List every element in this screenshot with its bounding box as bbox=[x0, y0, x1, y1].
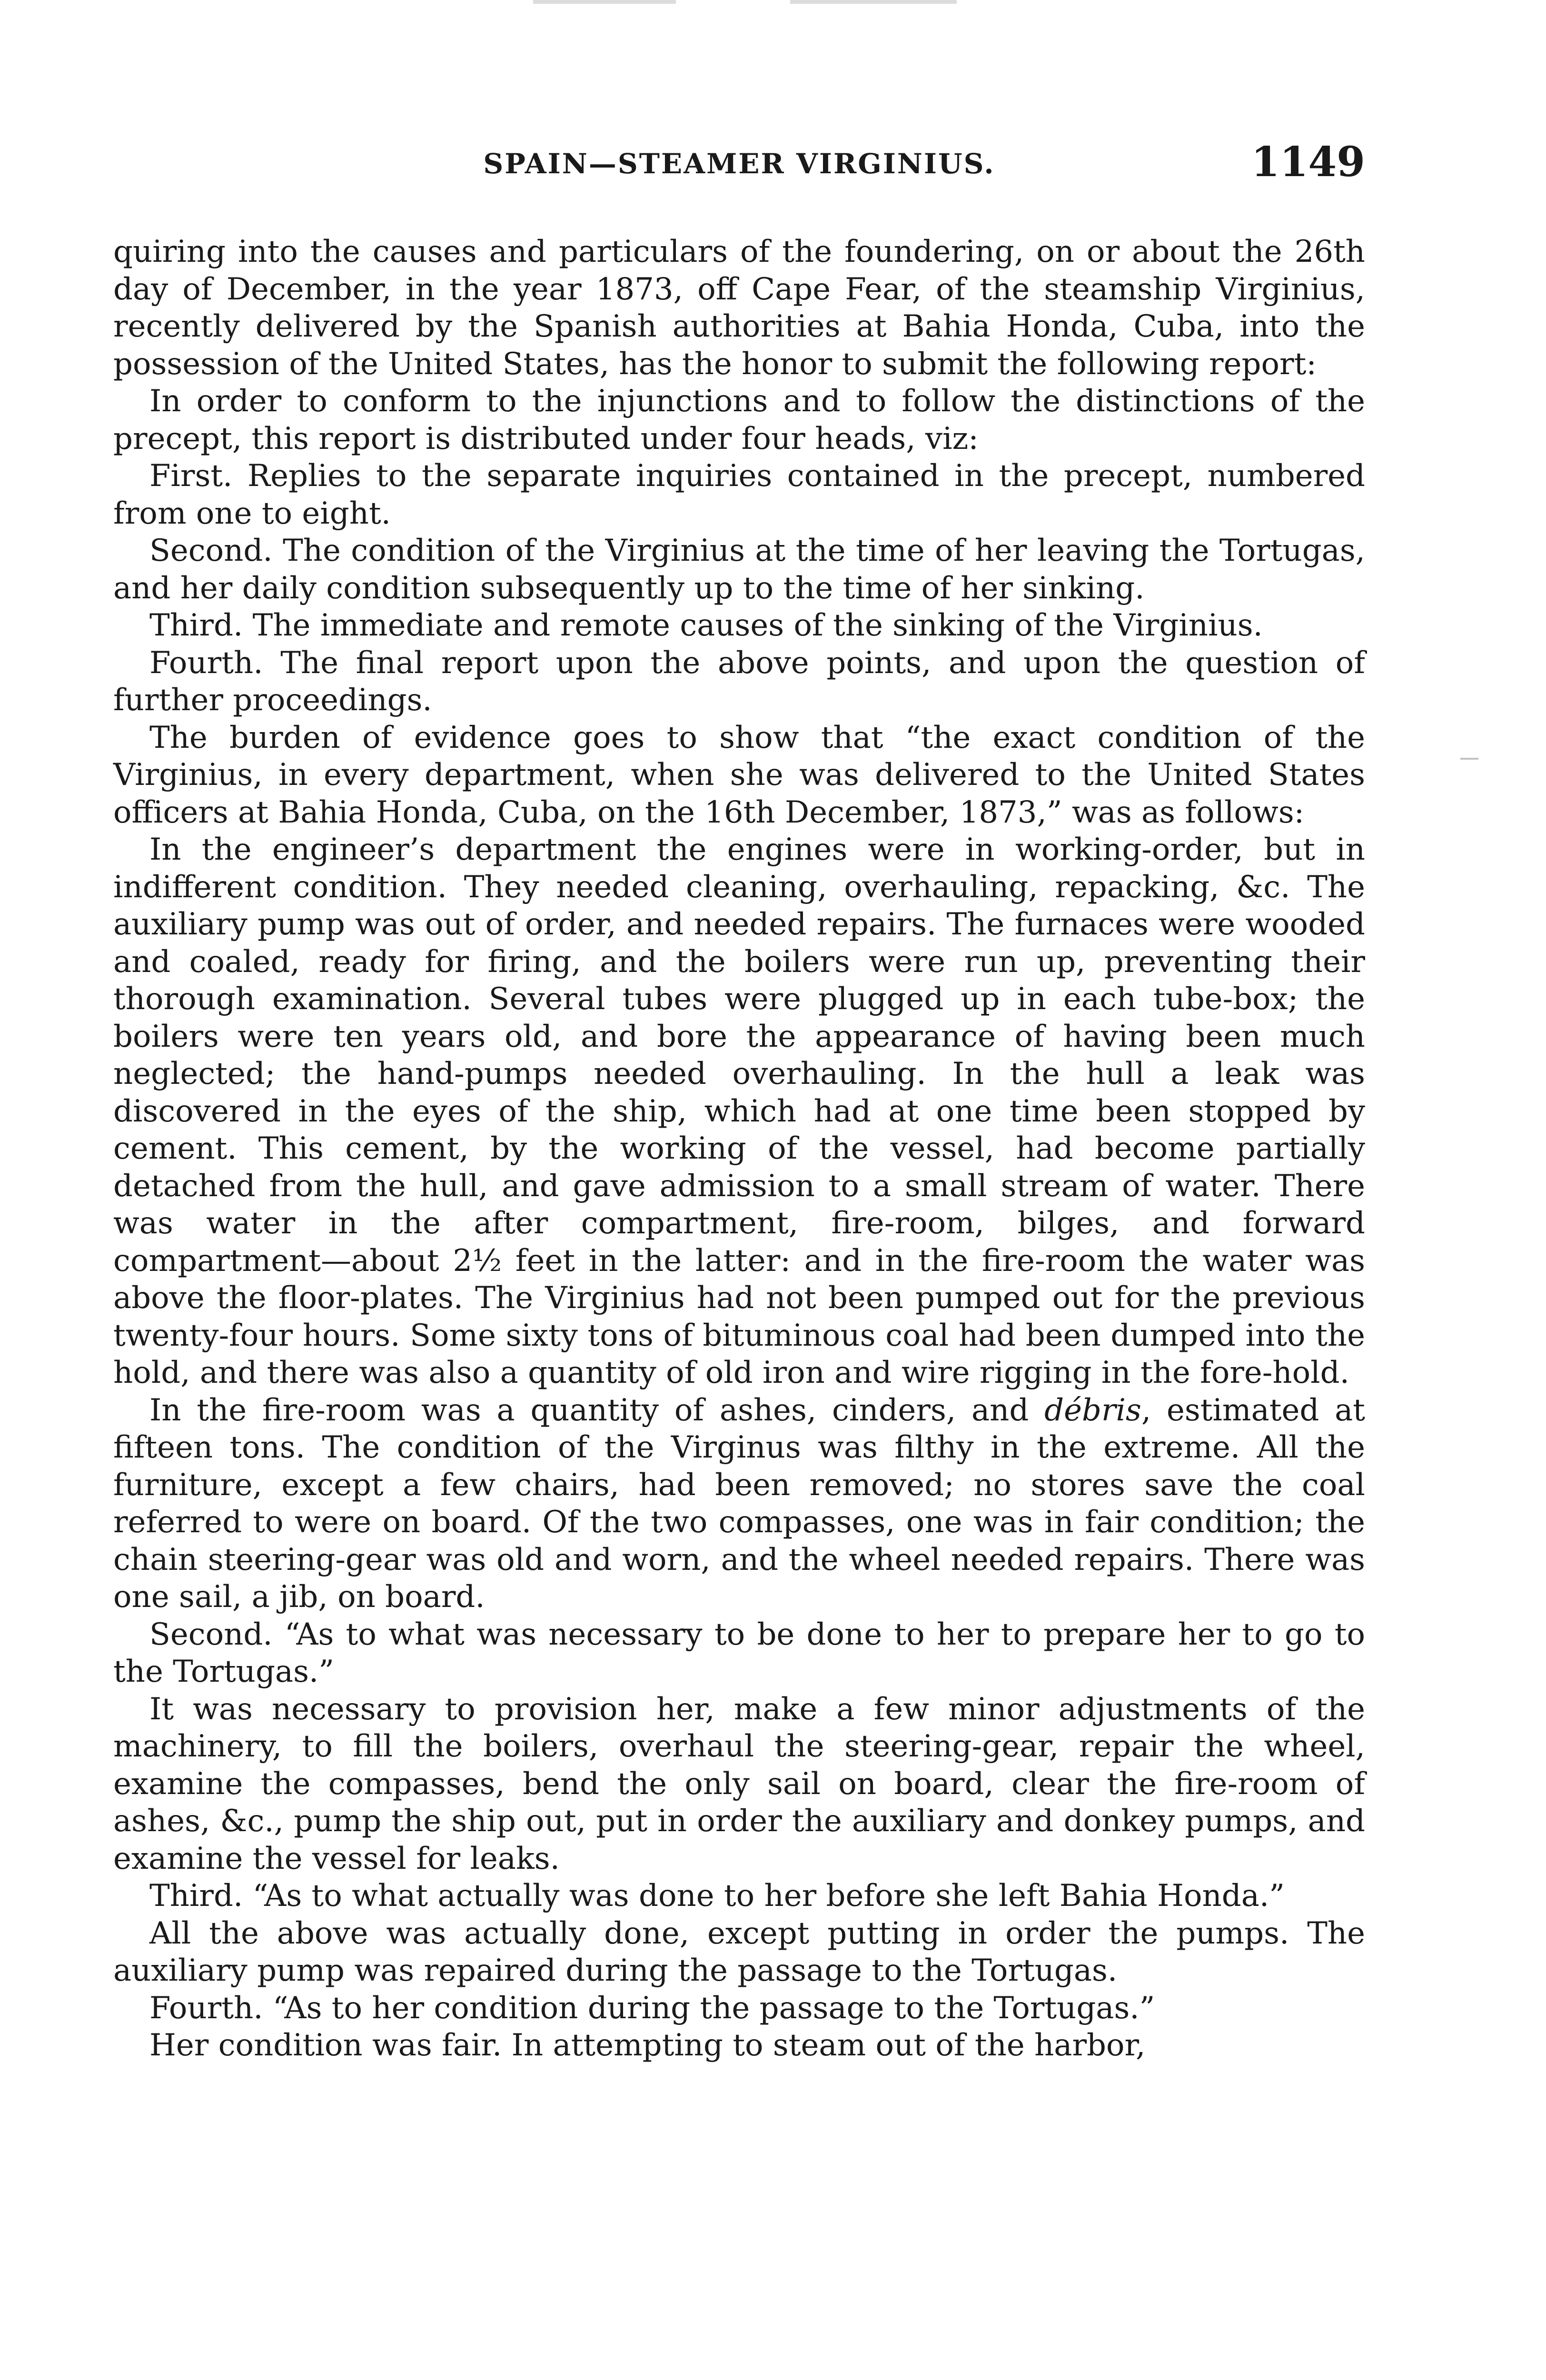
running-head bbox=[113, 138, 1365, 195]
page-number: 1149 bbox=[1251, 138, 1365, 186]
running-title: SPAIN—STEAMER VIRGINIUS. bbox=[483, 148, 995, 180]
fire-room-text-before: In the fire-room was a quantity of ashes, cinders, and bbox=[149, 1392, 1045, 1428]
scan-artifact-left bbox=[533, 0, 676, 4]
paragraph-head-fourth: Fourth. The final report upon the above points, and upon the question of further proceedings. bbox=[113, 645, 1365, 718]
paragraph-head-first: First. Replies to the separate inquiries contained in the precept, numbered from one to eight. bbox=[113, 458, 1365, 531]
paragraph-preparation: It was necessary to provision her, make a few minor adjustments of the machinery, to fill the boilers, overhaul the steering-gear, repair the wheel, examine the compasses, bend the only sail on board, clear the fire-room of ashes, &c., pump the ship out, put in order the auxiliary and donkey pumps, and examine the vessel for leaks. bbox=[113, 1691, 1365, 1876]
scan-artifact-dash bbox=[1460, 758, 1478, 760]
paragraph-continued: quiring into the causes and particulars of the foundering, on or about the 26th day of December, in the year 1873, off Cape Fear, of the steamship Virginius, recently delivered by the Spanish authorities at Bahia Honda, Cuba, into the possession of the United States, has the honor to submit the following report: bbox=[113, 234, 1365, 382]
body-text bbox=[113, 233, 1365, 2064]
paragraph-fourth-question: Fourth. “As to her condition during the passage to the Tortugas.” bbox=[149, 1990, 1155, 2026]
fire-room-italic-term: débris bbox=[1044, 1392, 1141, 1428]
paragraph-head-second: Second. The condition of the Virginius at the time of her leaving the Tortugas, and her daily condition subsequently up to the time of her sinking. bbox=[113, 533, 1365, 606]
fire-room-text-after: , estimated at fifteen tons. The condition of the Virginus was filthy in the extreme. All the furniture, except a few chairs, had been removed; no stores save the coal referred to were on board. Of the two compasses, one was in fair condition; the chain steering-gear was old and worn, and the wheel needed repairs. There was one sail, a jib, on board. bbox=[113, 1392, 1365, 1615]
paragraph-engineer-department: In the engineer’s department the engines were in working-order, but in indifferent condition. They needed cleaning, overhauling, repacking, &c. The auxiliary pump was out of order, and needed repairs. The furnaces were wooded and coaled, ready for firing, and the boilers were run up, preventing their thorough examination. Several tubes were plugged up in each tube-box; the boilers were ten years old, and bore the appearance of having been much neglected; the hand-pumps needed overhauling. In the hull a leak was discovered in the eyes of the ship, which had at one time been stopped by cement. This cement, by the working of the vessel, had become partially detached from the hull, and gave admission to a small stream of water. There was water in the after compartment, fire-room, bilges, and forward compartment—about 2½ feet in the latter: and in the fire-room the water was above the floor-plates. The Virginius had not been pumped out for the previous twenty-four hours. Some sixty tons of bituminous coal had been dumped into the hold, and there was also a quantity of old iron and wire rigging in the fore-hold. bbox=[113, 832, 1365, 1390]
paragraph-condition-fair: Her condition was fair. In attempting to steam out of the harbor, bbox=[149, 2028, 1146, 2063]
paragraph-fire-room bbox=[113, 1392, 1365, 1616]
document-page bbox=[113, 138, 1365, 2064]
scan-artifact-right bbox=[790, 0, 957, 4]
paragraph-actually-done: All the above was actually done, except putting in order the pumps. The auxiliary pump was repaired during the passage to the Tortugas. bbox=[113, 1915, 1365, 1988]
paragraph-burden-of-evidence: The burden of evidence goes to show that “the exact condition of the Virginius, in every department, when she was delivered to the United States officers at Bahia Honda, Cuba, on the 16th December, 1873,” was as follows: bbox=[113, 720, 1365, 830]
paragraph-second-question: Second. “As to what was necessary to be done to her to prepare her to go to the Tortugas.” bbox=[113, 1616, 1365, 1689]
paragraph-head-third: Third. The immediate and remote causes of the sinking of the Virginius. bbox=[149, 608, 1263, 643]
paragraph-intro-heads: In order to conform to the injunctions and to follow the distinctions of the precept, this report is distributed under four heads, viz: bbox=[113, 384, 1365, 456]
paragraph-third-question: Third. “As to what actually was done to her before she left Bahia Honda.” bbox=[149, 1878, 1285, 1914]
